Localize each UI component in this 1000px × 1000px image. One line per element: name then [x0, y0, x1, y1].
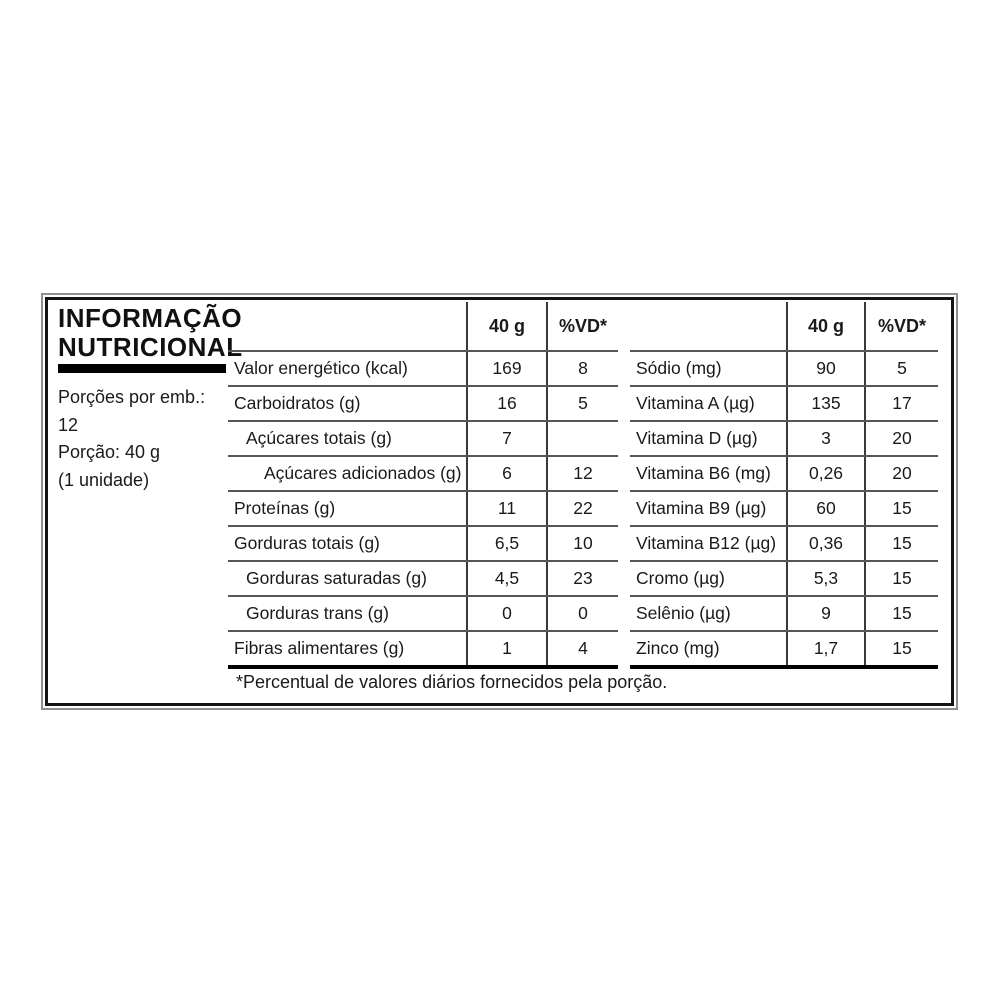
- portion-info: [58, 384, 205, 494]
- nutrient-dv: 4: [546, 632, 618, 665]
- table-row: [630, 490, 938, 525]
- table-row: [228, 560, 618, 595]
- nutrient-name: Açúcares adicionados (g): [264, 463, 462, 483]
- label-title: [58, 304, 243, 362]
- nutrient-amount: 6,5: [466, 527, 546, 560]
- nutrient-name: Vitamina A (µg): [636, 393, 755, 413]
- nutrient-amount: 1,7: [786, 632, 864, 665]
- nutrient-dv: 10: [546, 527, 618, 560]
- nutrient-dv: 5: [864, 352, 938, 385]
- table-row: [630, 560, 938, 595]
- nutrient-name: Sódio (mg): [636, 358, 722, 378]
- nutrient-name: Selênio (µg): [636, 603, 731, 623]
- header-dv: %VD*: [864, 302, 938, 350]
- table-group-gap: [618, 302, 630, 669]
- nutrition-label-frame: [45, 297, 954, 706]
- nutrient-dv: 15: [864, 632, 938, 665]
- nutrient-name: Carboidratos (g): [234, 393, 361, 413]
- nutrient-dv: 20: [864, 457, 938, 490]
- nutrient-amount: 7: [466, 422, 546, 455]
- nutrient-dv: 20: [864, 422, 938, 455]
- table-row: [630, 455, 938, 490]
- portion-unit: (1 unidade): [58, 469, 150, 490]
- header-dv: %VD*: [546, 302, 618, 350]
- nutrient-amount: 4,5: [466, 562, 546, 595]
- nutrient-name: Açúcares totais (g): [246, 428, 392, 448]
- nutrient-name: Proteínas (g): [234, 498, 336, 518]
- nutrient-amount: 5,3: [786, 562, 864, 595]
- table-row: [228, 420, 618, 455]
- nutrient-name: Gorduras totais (g): [234, 533, 380, 553]
- table-row: [228, 490, 618, 525]
- nutrient-amount: 0,26: [786, 457, 864, 490]
- nutrition-table: [228, 302, 938, 669]
- table-row: [228, 595, 618, 630]
- nutrition-label: [41, 293, 958, 710]
- header-amount: 40 g: [786, 302, 864, 350]
- table-row: [630, 595, 938, 630]
- table-row: [228, 630, 618, 665]
- nutrient-name: Valor energético (kcal): [234, 358, 408, 378]
- table-row: [630, 350, 938, 385]
- table-row: [630, 525, 938, 560]
- table-header-row: [228, 302, 618, 350]
- nutrient-dv: 12: [546, 457, 618, 490]
- nutrient-dv: 5: [546, 387, 618, 420]
- header-nutrient: [228, 302, 466, 350]
- table-row: [228, 350, 618, 385]
- label-title-line1: INFORMAÇÃO: [58, 303, 243, 333]
- header-amount: 40 g: [466, 302, 546, 350]
- nutrient-dv: 23: [546, 562, 618, 595]
- table-row: [228, 525, 618, 560]
- nutrient-amount: 90: [786, 352, 864, 385]
- daily-value-footnote: *Percentual de valores diários fornecidos pela porção.: [236, 672, 668, 692]
- nutrient-dv: 17: [864, 387, 938, 420]
- portion-size: Porção: 40 g: [58, 442, 161, 462]
- label-title-line2: NUTRICIONAL: [58, 332, 243, 362]
- table-row: [228, 455, 618, 490]
- nutrient-dv: 15: [864, 527, 938, 560]
- header-nutrient: [630, 302, 786, 350]
- servings-per-pack-value: 12: [58, 414, 79, 435]
- table-row: [228, 385, 618, 420]
- nutrient-amount: 60: [786, 492, 864, 525]
- nutrient-name: Cromo (µg): [636, 568, 725, 588]
- nutrient-dv: 22: [546, 492, 618, 525]
- table-group-right: [630, 302, 938, 669]
- nutrient-amount: 1: [466, 632, 546, 665]
- nutrient-amount: 6: [466, 457, 546, 490]
- nutrient-name: Gorduras saturadas (g): [246, 568, 427, 588]
- nutrient-name: Gorduras trans (g): [246, 603, 389, 623]
- nutrient-amount: 11: [466, 492, 546, 525]
- nutrient-dv: [546, 422, 618, 455]
- nutrient-dv: 0: [546, 597, 618, 630]
- servings-per-pack-label: Porções por emb.:: [58, 387, 206, 407]
- nutrient-name: Vitamina B6 (mg): [636, 463, 771, 483]
- nutrient-name: Vitamina D (µg): [636, 428, 758, 448]
- table-group-left: [228, 302, 618, 669]
- nutrient-dv: 15: [864, 597, 938, 630]
- nutrient-name: Vitamina B12 (µg): [636, 533, 777, 553]
- nutrient-amount: 0,36: [786, 527, 864, 560]
- nutrient-amount: 3: [786, 422, 864, 455]
- nutrient-name: Zinco (mg): [636, 638, 720, 658]
- table-row: [630, 385, 938, 420]
- nutrient-amount: 135: [786, 387, 864, 420]
- nutrient-name: Fibras alimentares (g): [234, 638, 405, 658]
- nutrient-dv: 15: [864, 492, 938, 525]
- table-header-row: [630, 302, 938, 350]
- nutrient-amount: 169: [466, 352, 546, 385]
- title-divider-bar: [58, 364, 226, 373]
- nutrient-name: Vitamina B9 (µg): [636, 498, 767, 518]
- nutrient-dv: 15: [864, 562, 938, 595]
- table-row: [630, 420, 938, 455]
- nutrient-dv: 8: [546, 352, 618, 385]
- table-row: [630, 630, 938, 665]
- nutrient-amount: 16: [466, 387, 546, 420]
- nutrient-amount: 0: [466, 597, 546, 630]
- nutrient-amount: 9: [786, 597, 864, 630]
